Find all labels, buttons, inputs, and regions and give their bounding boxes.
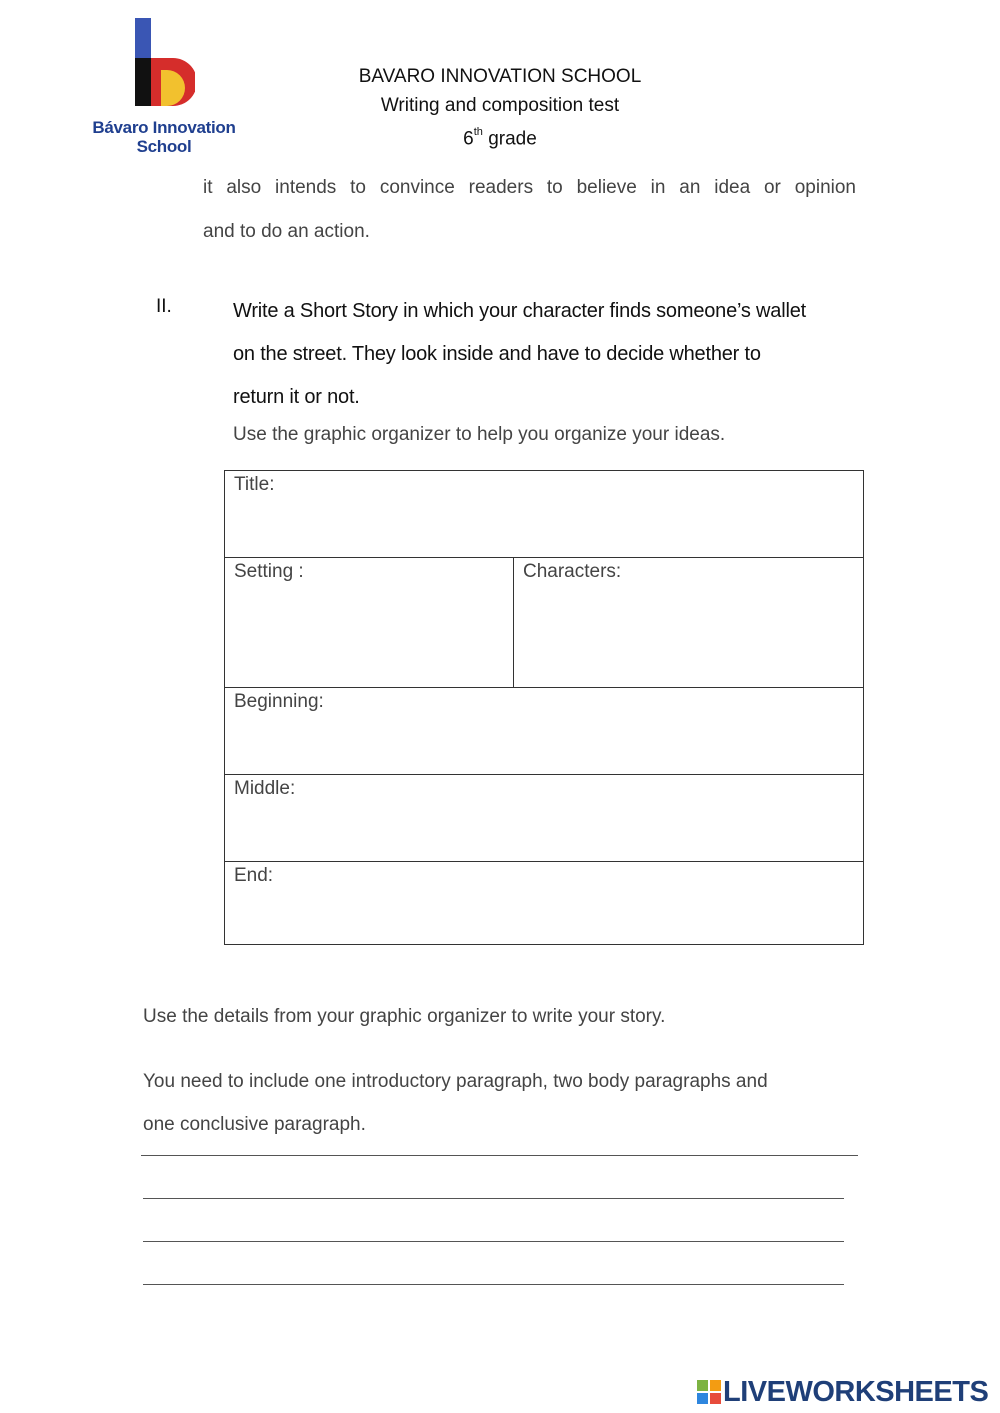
grade-suffix: th: [473, 126, 483, 138]
setting-label: Setting :: [234, 561, 304, 582]
middle-label: Middle:: [234, 778, 296, 799]
watermark-text: LIVEWORKSHEETS: [723, 1376, 989, 1408]
liveworksheets-watermark: [697, 1374, 997, 1410]
organizer-end-cell[interactable]: [225, 861, 863, 944]
organizer-instruction: Use the graphic organizer to help you organize your ideas.: [233, 424, 726, 445]
prompt-line-2: on the street. They look inside and have to decide whether to: [233, 343, 761, 365]
intro-paragraph: [203, 166, 856, 254]
paragraph-requirements: [143, 1060, 863, 1146]
section-prompt: [233, 290, 858, 419]
grade-word: grade: [488, 128, 537, 150]
title-label: Title:: [234, 474, 275, 495]
beginning-label: Beginning:: [234, 691, 324, 712]
characters-label: Characters:: [523, 561, 622, 582]
organizer-setting-cell[interactable]: [225, 558, 513, 687]
organizer-setting-row: [225, 557, 863, 687]
organizer-characters-cell[interactable]: [514, 558, 863, 687]
organizer-middle-cell[interactable]: [225, 774, 863, 861]
writing-line-4[interactable]: [143, 1284, 844, 1285]
requirements-line-1: You need to include one introductory paragraph, two body paragraphs and: [143, 1071, 768, 1092]
grade-line: [0, 120, 1000, 153]
end-label: End:: [234, 865, 274, 886]
liveworksheets-logo-icon: [697, 1380, 721, 1404]
logo-text-line2: School: [136, 137, 192, 156]
writing-line-1[interactable]: [141, 1155, 858, 1156]
graphic-organizer: [224, 470, 864, 945]
writing-line-3[interactable]: [143, 1241, 844, 1242]
intro-line-1: it also intends to convince readers to believe in an idea or opinion: [203, 177, 856, 198]
page-header: [0, 62, 1000, 153]
organizer-beginning-cell[interactable]: [225, 687, 863, 774]
school-name: BAVARO INNOVATION SCHOOL: [358, 66, 642, 87]
story-instruction: Use the details from your graphic organizer to write your story.: [143, 1006, 666, 1027]
prompt-line-3: return it or not.: [233, 386, 360, 408]
writing-line-2[interactable]: [143, 1198, 844, 1199]
logo-text-line1: Bávaro Innovation: [92, 118, 236, 137]
requirements-line-2: one conclusive paragraph.: [143, 1114, 366, 1135]
grade-number: 6: [463, 128, 474, 150]
organizer-title-cell[interactable]: [225, 471, 863, 557]
test-title: Writing and composition test: [380, 95, 620, 116]
section-number: II.: [156, 296, 172, 317]
prompt-line-1: Write a Short Story in which your character finds someone’s wallet: [233, 300, 806, 322]
intro-line-2: and to do an action.: [203, 221, 370, 242]
